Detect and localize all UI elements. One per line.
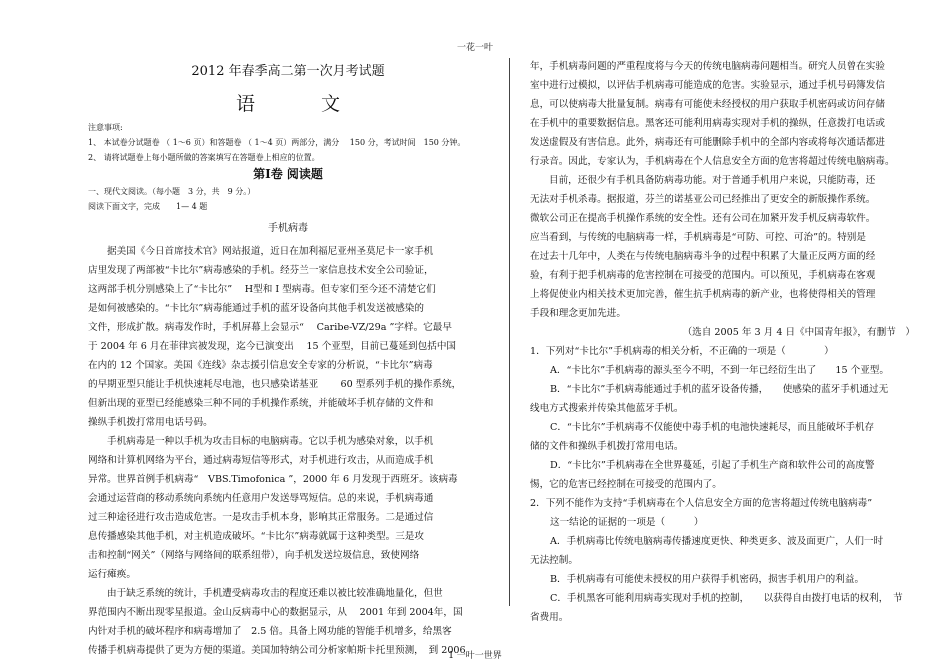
left-column bbox=[88, 60, 488, 660]
article-title: 手机病毒 bbox=[268, 223, 308, 234]
question-2-stem: 2．下列不能作为支持“手机病毒在个人信息安全方面的危害将超过传统电脑病毒” bbox=[530, 498, 873, 509]
text-line: 发送虚假及有害信息。此外，病毒还有可能删除手机中的全部内容或将每次通话都进 bbox=[530, 137, 885, 148]
text-line: 于 2004 年 6 月在菲律宾被发现，迄今已演变出 15 个亚型，目前已蔓延到包括中国 bbox=[88, 341, 457, 352]
text-line: 是如何被感染的。“卡比尔”病毒能通过手机的蓝牙设备向其他手机发送被感染的 bbox=[88, 303, 424, 314]
text-line: 在内的 12 个国家。美国《连线》杂志援引信息安全专家的分析说，“卡比尔”病毒 bbox=[88, 360, 433, 371]
question-1-stem: 1．下列对“卡比尔”手机病毒的相关分析，不正确的一项是（ ） bbox=[530, 346, 834, 357]
page-header: 一花一叶 bbox=[456, 43, 493, 53]
text-line: 惕，它的危害已经控制在可接受的范围内了。 bbox=[530, 479, 722, 490]
text-line: 这一结论的证据的一项是（ ） bbox=[550, 517, 704, 528]
text-line: 行录音。因此，专家认为，手机病毒在个人信息安全方面的危害将超过传统电脑病毒。 bbox=[530, 156, 895, 167]
text-line: 会通过运营商的移动系统向系统内任意用户发送辱骂短信。总的来说，手机病毒通 bbox=[88, 493, 434, 504]
text-line: 文件，形成扩散。病毒发作时，手机屏幕上会显示“ Caribe-VZ/29a ”字样。它最早 bbox=[88, 322, 452, 333]
text-line: 室中进行过模拟，以评估手机病毒可能造成的危害。实验显示，通过手机号码簿发信 bbox=[530, 80, 885, 91]
text-line: 过三种途径进行攻击造成危害。一是攻击手机本身，影响其正常服务。二是通过信 bbox=[88, 512, 434, 523]
text-line: 操纵手机拨打常用电话号码。 bbox=[88, 417, 213, 428]
text-line: 在手机中的重要数据信息。黑客还可能利用病毒实现对手机的操纵，任意拨打电话或 bbox=[530, 118, 885, 129]
q1-option-c: C．“卡比尔”手机病毒不仅能使中毒手机的电池快速耗尽，而且能破坏手机存 bbox=[550, 422, 875, 433]
text-line: 无法控制。 bbox=[530, 555, 578, 566]
page-footer: 1 一叶一世界 bbox=[448, 651, 502, 661]
q1-option-d: D．“卡比尔”手机病毒在全世界蔓延，引起了手机生产商和软件公司的高度警 bbox=[550, 460, 875, 471]
article-source: （选自 2005 年 3 月 4 日《中国青年报》，有删节 ） bbox=[682, 327, 915, 338]
text-line: 击和控制“网关”（网络与网络间的联系纽带），向手机发送垃圾信息，致使网络 bbox=[88, 550, 420, 561]
note-item: 2、 请将试题卷上每小题所做的答案填写在答题卷上相应的位置。 bbox=[88, 153, 320, 162]
notes-heading: 注意事项: bbox=[88, 123, 123, 132]
text-line: 省费用。 bbox=[530, 612, 569, 623]
text-line: 无法对手机杀毒。据报道，芬兰的诺基亚公司已经推出了更安全的新版操作系统。 bbox=[530, 194, 876, 205]
note-item: 1、 本试卷分试题卷 （ 1～6 页）和答题卷 （ 1～4 页）两部分，满分 150 分，考试时间 150 分钟。 bbox=[88, 138, 466, 147]
text-line: 传播手机病毒提供了更为方便的渠道。美国加特纳公司分析家帕斯卡托里预测， 到 2006 bbox=[88, 645, 466, 656]
text-line: 的早期亚型只能让手机快速耗尽电池，也只感染诺基亚 60 型系列手机的操作系统， bbox=[88, 379, 462, 390]
text-line: 应当看到，与传统的电脑病毒一样，手机病毒是“可防、可控、可治”的。特别是 bbox=[530, 232, 866, 243]
text-line: 年，手机病毒问题的严重程度将与今天的传统电脑病毒问题相当。研究人员曾在实验 bbox=[530, 61, 885, 72]
text-line: 界范围内不断出现零星报道。金山反病毒中心的数据显示，从 2001 年到 2004年，国 bbox=[88, 607, 463, 618]
q1-option-a: A．“卡比尔”手机病毒的源头至今不明，不到一年已经衍生出了 15 个亚型。 bbox=[550, 365, 889, 376]
column-divider bbox=[509, 58, 510, 606]
q1-option-b: B．“卡比尔”手机病毒能通过手机的蓝牙设备传播， 使感染的蓝牙手机通过无 bbox=[550, 384, 889, 395]
q2-option-a: A．手机病毒比传统电脑病毒传播速度更快、种类更多、波及面更广，人们一时 bbox=[550, 536, 884, 547]
text-line: 储的文件和操纵手机拨打常用电话。 bbox=[530, 441, 684, 452]
text-line: 目前，还很少有手机具备防病毒功能。对于普通手机用户来说，只能防毒，还 bbox=[549, 175, 876, 186]
text-line: 异常。世界首例手机病毒“ VBS.Timofonica ”，2000 年 6 月发现于西班牙。该病毒 bbox=[88, 474, 458, 485]
question-section: 一、现代文阅读。（每小题 3 分，共 9 分。） bbox=[88, 187, 256, 196]
text-line: 线电方式搜索并传染其他蓝牙手机。 bbox=[530, 403, 684, 414]
section-title: 第Ⅰ卷 阅读题 bbox=[253, 167, 323, 181]
text-line: 手机病毒是一种以手机为攻击目标的电脑病毒。它以手机为感染对象，以手机 bbox=[107, 436, 434, 447]
text-line: 在过去十几年中，人类在与传统电脑病毒斗争的过程中积累了大量正反两方面的经 bbox=[530, 251, 876, 262]
text-line: 店里发现了两部被“卡比尔”病毒感染的手机。经芬兰一家信息技术安全公司验证， bbox=[88, 265, 434, 276]
text-line: 上将促使业内相关技术更加完善，催生抗手机病毒的新产业，也将使得相关的管理 bbox=[530, 289, 876, 300]
text-line: 网络和计算机网络为平台，通过病毒短信等形式，对手机进行攻击，从而造成手机 bbox=[88, 455, 434, 466]
text-line: 验，有利于把手机病毒的危害控制在可接受的范围内。可以预见，手机病毒在客观 bbox=[530, 270, 876, 281]
text-line: 但新出现的亚型已经能感染三种不同的手机操作系统，并能破坏手机存储的文件和 bbox=[88, 398, 434, 409]
text-line: 息，可以使病毒大批量复制。病毒有可能使未经授权的用户获取手机密码或访问存储 bbox=[530, 99, 885, 110]
subject-title: 语 文 bbox=[235, 93, 371, 115]
text-line: 息传播感染其他手机，对主机造成破坏。“卡比尔”病毒就属于这种类型。三是攻 bbox=[88, 531, 424, 542]
text-line: 据美国《今日首席技术官》网站报道，近日在加利福尼亚州圣莫尼卡一家手机 bbox=[107, 246, 434, 257]
q2-option-b: B．手机病毒有可能使未授权的用户获得手机密码，损害手机用户的利益。 bbox=[550, 574, 865, 585]
q2-option-c: C．手机黑客可能利用病毒实现对手机的控制， 以获得自由拨打电话的权利， 节 bbox=[550, 593, 903, 604]
text-line: 这两部手机分别感染上了“卡比尔” H型和 Ⅰ 型病毒。但专家们至今还不清楚它们 bbox=[88, 284, 436, 295]
text-line: 微软公司正在提高手机操作系统的安全性。还有公司在加紧开发手机反病毒软件。 bbox=[530, 213, 876, 224]
text-line: 由于缺乏系统的统计，手机遭受病毒攻击的程度还难以被比较准确地量化，但世 bbox=[107, 588, 443, 599]
text-line: 运行瘫痪。 bbox=[88, 569, 136, 580]
text-line: 内针对手机的破坏程序和病毒增加了 2.5 倍。具备上网功能的智能手机增多，给黑客 bbox=[88, 626, 452, 637]
text-line: 手段和理念更加先进。 bbox=[530, 308, 626, 319]
question-instruction: 阅读下面文字，完成 1— 4 题 bbox=[88, 202, 208, 211]
right-column bbox=[530, 57, 925, 627]
exam-title: 2012 年春季高二第一次月考试题 bbox=[191, 64, 385, 79]
